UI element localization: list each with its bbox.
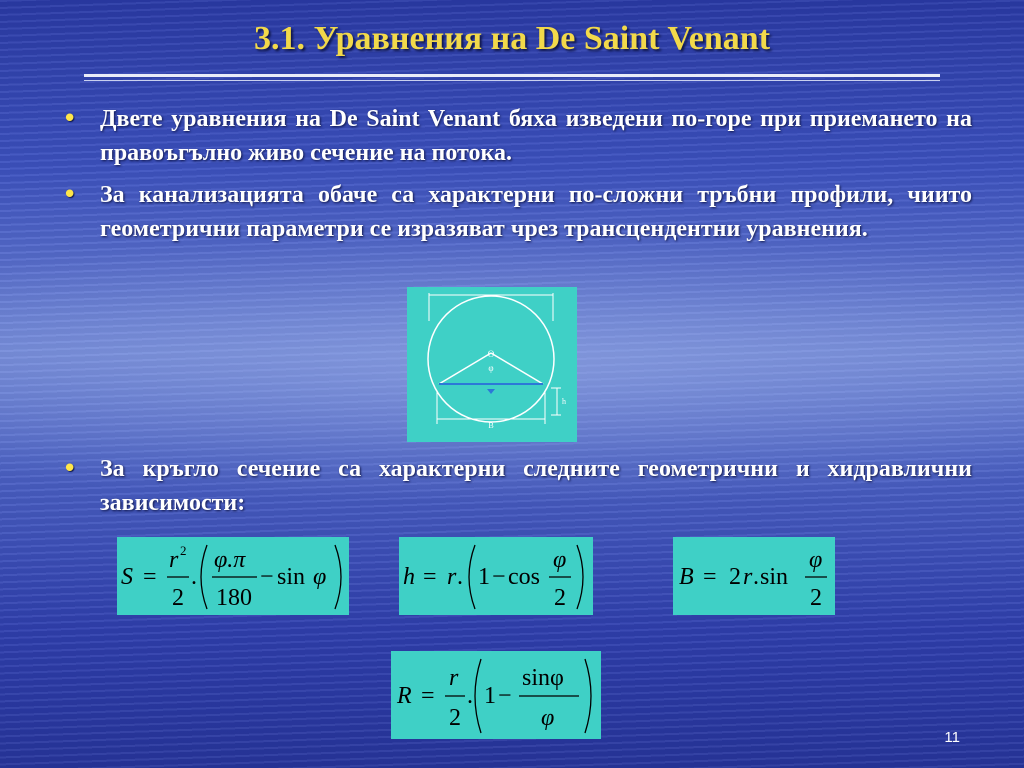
formula-function: sin [277, 564, 306, 590]
formula-symbol: r [449, 665, 459, 691]
bullet-item [62, 102, 972, 170]
formula-expression: φ.π [214, 547, 246, 573]
formula-number: 1 [484, 683, 496, 709]
bullet-text: За кръгло сечение са характерни следните геометрични и хидравлични зависимости: [100, 456, 972, 516]
formula-number: 1 [478, 564, 490, 590]
formula-symbol: R [397, 683, 412, 709]
formula-number: 2 [810, 585, 822, 611]
formula-operator: − [498, 683, 512, 709]
circular-section-drawing [407, 287, 577, 442]
formula-symbol: φ [809, 547, 823, 573]
bullet-marker: • [62, 104, 78, 134]
bullet-item [62, 178, 972, 246]
center-label: O [487, 349, 495, 359]
bullet-text: За канализацията обаче са характерни по-сложни тръбни профили, чиито геометрични параметри се изразяват чрез трансцендентни уравнения. [100, 182, 972, 242]
formula-operator: − [260, 564, 274, 590]
formula-operator: − [492, 564, 506, 590]
formula-operator: = [421, 683, 435, 709]
formula-operator: . [753, 564, 759, 590]
formula-operator: = [703, 564, 717, 590]
formula-number: 2 [554, 585, 566, 611]
formula-symbol: r [169, 547, 179, 573]
formula-symbol: B [679, 564, 694, 590]
formula-symbol: r [743, 564, 753, 590]
formula-depth-drawing [399, 537, 593, 615]
formula-hydraulic-radius-drawing [391, 651, 601, 739]
bullet-marker: • [62, 180, 78, 210]
formula-number: 2 [172, 585, 184, 611]
bullet-marker: • [62, 454, 78, 484]
bullet-text: Двете уравнения на De Saint Venant бяха изведени по-горе при приемането на правоъгълно живо сечение на потока. [100, 106, 972, 166]
formula-width [673, 537, 835, 615]
formula-operator: . [467, 683, 473, 709]
width-label: B [488, 421, 494, 430]
formula-function: sin [760, 564, 789, 590]
formula-operator: . [191, 564, 197, 590]
formula-number: 2 [449, 705, 461, 731]
formula-operator: = [423, 564, 437, 590]
formula-exponent: 2 [180, 543, 187, 558]
formula-area-drawing [117, 537, 349, 615]
formula-symbol: φ [313, 564, 327, 590]
angle-label: φ [488, 363, 494, 373]
circular-section-diagram [407, 287, 577, 442]
formula-hydraulic-radius [391, 651, 601, 739]
formula-symbol: r [447, 564, 457, 590]
formula-number: 180 [216, 585, 252, 611]
formula-operator: = [143, 564, 157, 590]
formula-symbol: φ [541, 705, 555, 731]
formula-symbol: φ [553, 547, 567, 573]
formula-depth [399, 537, 593, 615]
title-rule-thin [84, 80, 940, 81]
height-label: h [562, 397, 566, 406]
formula-operator: . [457, 564, 463, 590]
formula-number: 2 [729, 564, 741, 590]
formula-expression: sinφ [522, 665, 564, 691]
formula-symbol: h [403, 564, 415, 590]
slide-title: 3.1. Уравнения на De Saint Venant [253, 20, 771, 57]
title-rule [84, 74, 940, 77]
formula-width-drawing [673, 537, 835, 615]
formula-area [117, 537, 349, 615]
formula-function: cos [508, 564, 540, 590]
bullet-item [62, 452, 972, 520]
page-number: 11 [944, 729, 960, 746]
formula-symbol: S [121, 564, 133, 590]
